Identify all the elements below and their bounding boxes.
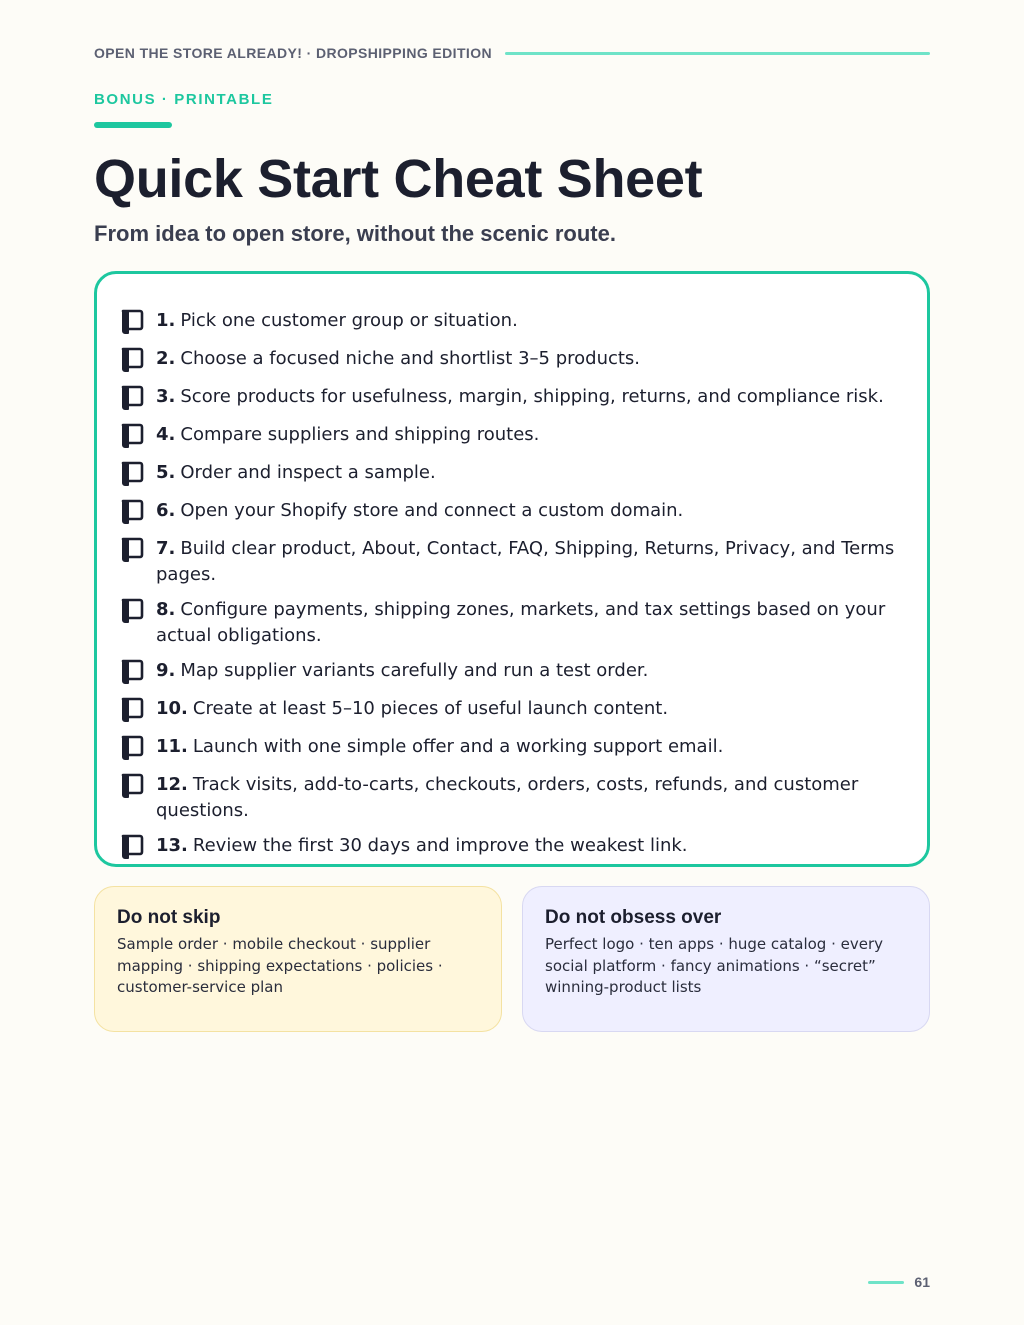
checklist-item: [119, 833, 897, 861]
running-header-title: OPEN THE STORE ALREADY! · DROPSHIPPING EDITION: [94, 45, 492, 61]
checklist-item-number: 12.: [156, 774, 188, 795]
checklist-item-text: [156, 498, 897, 524]
checklist-item: [119, 422, 897, 450]
checklist-item-number: 9.: [156, 660, 176, 681]
running-header-rule: [505, 52, 930, 55]
page-number: 61: [914, 1274, 930, 1290]
checklist-item-text: [156, 597, 897, 648]
running-header: [94, 45, 930, 61]
checkbox-icon: [119, 696, 145, 724]
checklist-item-label: Map supplier variants carefully and run a test order.: [180, 660, 649, 681]
checkbox-icon: [119, 346, 145, 374]
checkbox-icon: [119, 308, 145, 336]
do-not-obsess-card: [522, 886, 930, 1032]
checklist-item-number: 6.: [156, 500, 176, 521]
checklist-item-text: [156, 536, 897, 587]
page-title: Quick Start Cheat Sheet: [94, 149, 703, 209]
checklist-item-label: Launch with one simple offer and a working support email.: [192, 736, 724, 757]
page: [94, 0, 930, 1325]
checklist-item-number: 3.: [156, 386, 176, 407]
checkbox-icon: [119, 597, 145, 625]
checklist-item-text: [156, 696, 897, 722]
checklist-item-number: 10.: [156, 698, 188, 719]
checkbox-icon: [119, 460, 145, 488]
checkbox-icon: [119, 734, 145, 762]
footer-rule: [868, 1281, 904, 1284]
checklist-item-number: 2.: [156, 348, 176, 369]
checklist-item-number: 11.: [156, 736, 188, 757]
checklist-item-label: Order and inspect a sample.: [180, 462, 436, 483]
checklist-item-text: [156, 734, 897, 760]
do-not-skip-title: Do not skip: [117, 907, 221, 928]
checklist-item-label: Build clear product, About, Contact, FAQ, Shipping, Returns, Privacy, and Terms pages.: [156, 538, 895, 585]
checkbox-icon: [119, 384, 145, 412]
checklist: [119, 308, 897, 861]
checkbox-icon: [119, 658, 145, 686]
checklist-item-number: 7.: [156, 538, 176, 559]
page-footer: [94, 1274, 930, 1290]
checklist-item: [119, 536, 897, 587]
checkbox-icon: [119, 422, 145, 450]
page-subtitle: From idea to open store, without the scenic route.: [94, 221, 616, 246]
checklist-item-label: Create at least 5–10 pieces of useful launch content.: [192, 698, 669, 719]
checklist-item: [119, 597, 897, 648]
kicker-underline: [94, 122, 172, 128]
checklist-item-number: 5.: [156, 462, 176, 483]
checklist-item: [119, 734, 897, 762]
section-kicker: BONUS · PRINTABLE: [94, 91, 274, 108]
checklist-item-number: 13.: [156, 835, 188, 856]
checklist-item: [119, 346, 897, 374]
checkbox-icon: [119, 536, 145, 564]
checklist-item: [119, 498, 897, 526]
checklist-item-text: [156, 308, 897, 334]
do-not-skip-body: Sample order · mobile checkout · supplier mapping · shipping expectations · policies · customer-service plan: [117, 935, 443, 996]
checkbox-icon: [119, 498, 145, 526]
checklist-item: [119, 460, 897, 488]
checklist-item: [119, 658, 897, 686]
checklist-item-label: Review the first 30 days and improve the weakest link.: [192, 835, 688, 856]
checkbox-icon: [119, 833, 145, 861]
checklist-item-text: [156, 346, 897, 372]
checklist-item-label: Compare suppliers and shipping routes.: [180, 424, 540, 445]
checklist-item-label: Choose a focused niche and shortlist 3–5 products.: [180, 348, 641, 369]
checklist-item-text: [156, 384, 897, 410]
checklist-item: [119, 696, 897, 724]
checklist-item-label: Configure payments, shipping zones, markets, and tax settings based on your actual obligations.: [156, 599, 886, 646]
checklist-card: [94, 271, 930, 867]
checklist-item-number: 4.: [156, 424, 176, 445]
checklist-item-number: 1.: [156, 310, 176, 331]
checklist-item: [119, 308, 897, 336]
do-not-obsess-title: Do not obsess over: [545, 907, 722, 928]
checklist-item-number: 8.: [156, 599, 176, 620]
checkbox-icon: [119, 772, 145, 800]
checklist-item-label: Pick one customer group or situation.: [180, 310, 518, 331]
do-not-obsess-body: Perfect logo · ten apps · huge catalog · every social platform · fancy animations · “secret” winning-product lists: [545, 935, 883, 996]
checklist-item-text: [156, 460, 897, 486]
checklist-item-text: [156, 833, 897, 859]
checklist-item-label: Score products for usefulness, margin, shipping, returns, and compliance risk.: [180, 386, 884, 407]
checklist-item-text: [156, 422, 897, 448]
checklist-item-label: Open your Shopify store and connect a custom domain.: [180, 500, 684, 521]
checklist-item-text: [156, 658, 897, 684]
checklist-item: [119, 772, 897, 823]
checklist-item-text: [156, 772, 897, 823]
checklist-item-label: Track visits, add-to-carts, checkouts, orders, costs, refunds, and customer questions.: [156, 774, 859, 821]
do-not-skip-card: [94, 886, 502, 1032]
checklist-item: [119, 384, 897, 412]
